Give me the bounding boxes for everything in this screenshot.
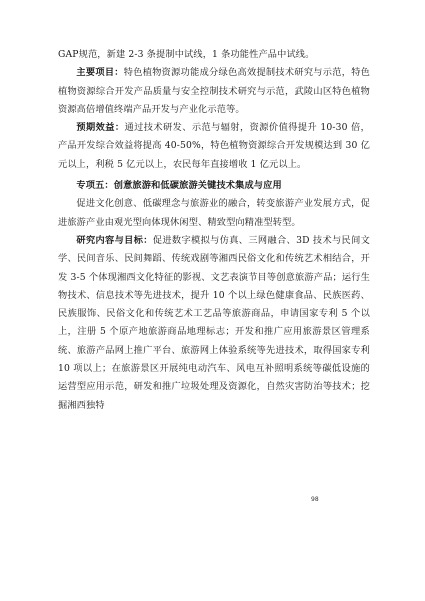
paragraph-continuation: GAP规范，新建 2-3 条提制中试线，1 条功能性产品中试线。	[58, 49, 315, 60]
label-research-content: 研究内容与目标：	[76, 234, 153, 246]
text-main-projects: 特色植物资源功能成分绿色高效提制技术研究与示范，特色植物资源综合开发产品质量与安全控制技术研究与示范，武陵山区特色植物资源高倍增值终端产品开发与产业化示范等。	[58, 67, 371, 115]
page-number: 98	[311, 496, 319, 503]
section-heading-special-project-5: 专项五：创意旅游和低碳旅游关键技术集成与应用	[76, 180, 282, 192]
label-expected-benefits: 预期效益：	[76, 122, 125, 134]
paragraph-tourism-intro: 促进文化创意、低碳理念与旅游业的融合，转变旅游产业发展方式，促进旅游产业由观光型向体现休闲型、精致型向精准型转型。	[58, 198, 370, 228]
text-research-content: 促进数字模拟与仿真、三网融合、3D 技术与民间文学、民间音乐、民间舞蹈、传统戏剧等湘西民俗文化和传统艺术相结合，开发 3-5 个体现湘西文化特征的影视、文艺表演节目等创意旅游产品；运行生物技术、信息技术等先进技术，提升 10 个以上绿色健康食品、民族医药、民族服饰、民俗文化和传统艺术工艺品等旅游商品，申请国家专利 5 个以上，注册 5 个原产地旅游商品地理标志；开发和推广应用旅游景区管理系统、旅游产品网上推广平台、旅游网上体验系统等先进技术，取得国家专利 10 项以上；在旅游景区开展纯电动汽车、风电互补照明系统等碳低设施的运营型应用示范，研发和推广垃圾处理及资源化，自然灾害防治等技术；挖掘湘西独特	[58, 234, 370, 411]
text-expected-benefits: 通过技术研发、示范与辐射，资源价值得提升 10-30 倍，产品开发综合效益将提高 40-50%，特色植物资源综合开发规模达到 30 亿元以上，利税 5 亿元以上，农民每年直接增收 1 亿元以上。	[58, 122, 370, 170]
document-body	[58, 46, 370, 415]
paragraph-research-content	[58, 232, 370, 415]
paragraph-main-projects	[58, 64, 370, 119]
paragraph-expected-benefits	[58, 119, 370, 174]
label-main-projects: 主要项目：	[76, 67, 124, 79]
